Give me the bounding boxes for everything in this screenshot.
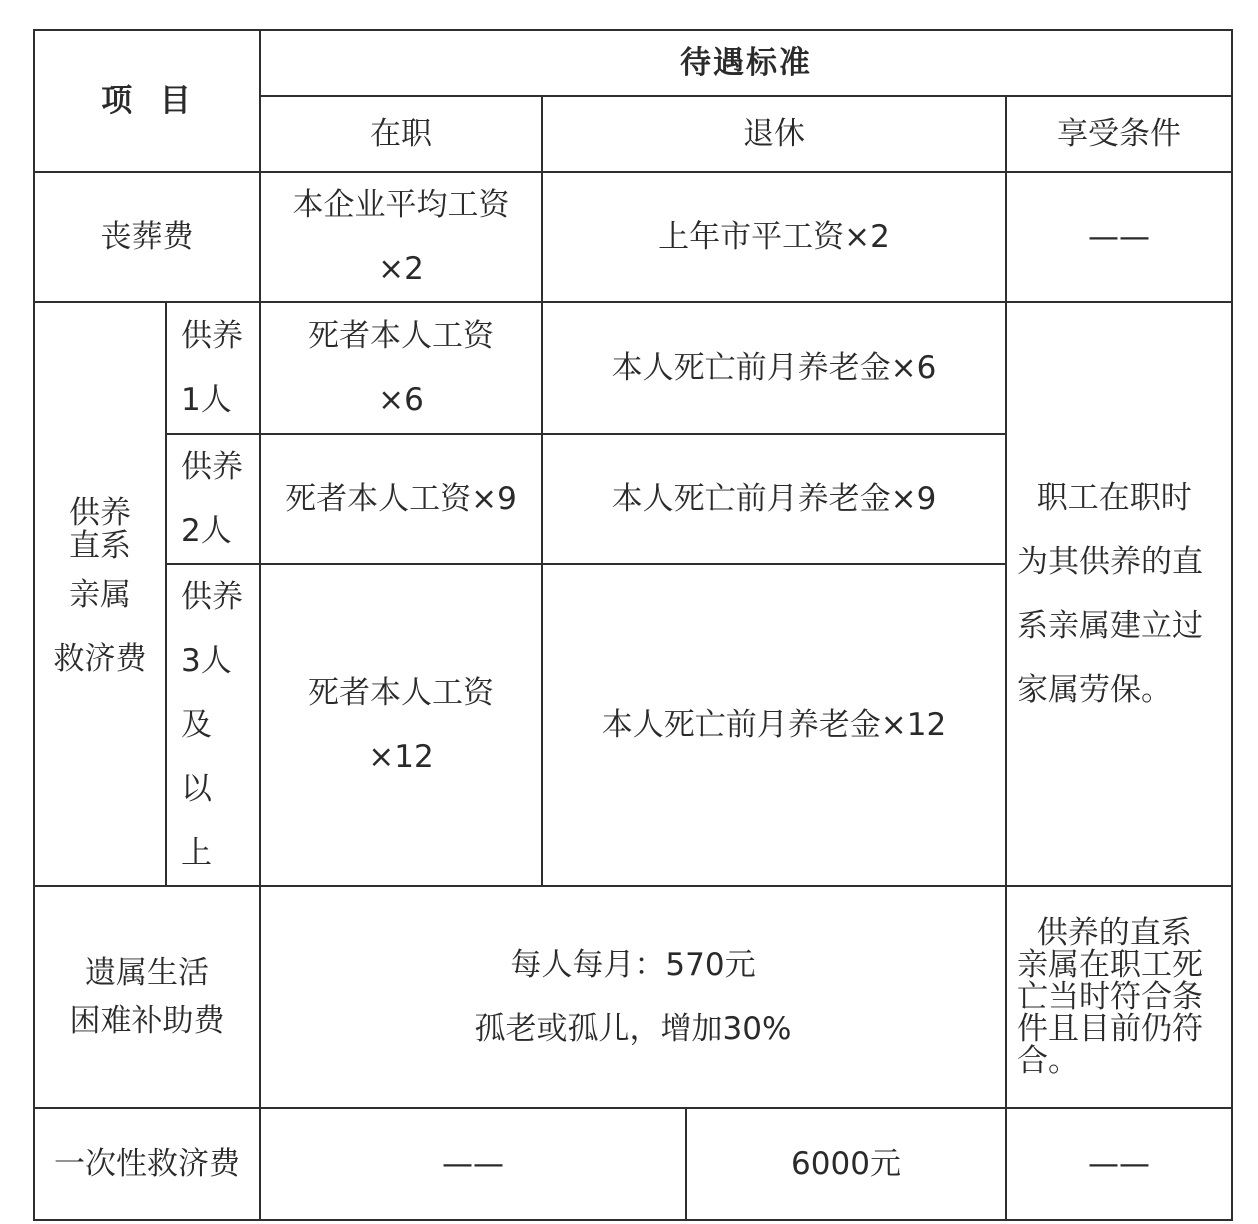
relief-condition-line1: 职工在职时 [1017,480,1192,516]
hardship-condition-line1: 供养的直系 [1017,915,1192,951]
relief-condition-line3: 系亲属建立过 [1017,608,1203,644]
relief-sub1-retired: 本人死亡前月养老金×6 [542,302,1006,434]
hardship-condition-line2: 亲属在职工死 [1017,947,1203,983]
header-item: 项 目 [34,30,260,172]
relief-sub3-in-service [260,564,542,886]
funeral-row [34,172,1232,302]
hardship-value-line2: 孤老或孤儿，增加30% [474,1011,792,1047]
relief-sub3-line2: 3人 [181,643,232,679]
hardship-condition-line4: 件且目前仍符 [1017,1011,1203,1047]
lump-sum-condition: —— [1006,1108,1232,1220]
relief-sub1-in-service-line2: ×6 [378,382,424,418]
relief-sub2-in-service: 死者本人工资×9 [260,434,542,564]
relief-label-line3: 亲属 [69,577,131,613]
hardship-row [34,886,1232,1108]
relief-label-line1: 供养 [69,495,131,531]
relief-sub1-line1: 供养 [181,318,243,354]
relief-row-1 [34,302,1232,434]
relief-condition-line2: 为其供养的直 [1017,544,1203,580]
benefits-table [33,29,1233,1221]
hardship-label-line1: 遗属生活 [85,955,209,991]
header-condition: 享受条件 [1006,96,1232,172]
relief-condition-line4: 家属劳保。 [1017,672,1172,708]
funeral-in-service-line1: 本企业平均工资 [292,187,510,223]
hardship-condition-line3: 亡当时符合条 [1017,979,1203,1015]
hardship-value-line1: 每人每月：570元 [510,947,756,983]
hardship-label-line2: 困难补助费 [69,1003,225,1039]
hardship-condition-line5: 合。 [1017,1043,1079,1079]
lump-sum-in-service: —— [260,1108,686,1220]
hardship-condition [1006,886,1232,1108]
relief-sub1-in-service-line1: 死者本人工资 [308,318,494,354]
benefits-table-container [33,29,1233,1221]
relief-condition [1006,302,1232,886]
funeral-label: 丧葬费 [34,172,260,302]
hardship-label [34,886,260,1108]
relief-sub3-label [166,564,260,886]
relief-sub2-line2: 2人 [181,513,232,549]
funeral-in-service-line2: ×2 [378,251,424,287]
lump-sum-label: 一次性救济费 [34,1108,260,1220]
lump-sum-retired: 6000元 [686,1108,1006,1220]
relief-sub3-retired: 本人死亡前月养老金×12 [542,564,1006,886]
relief-sub1-line2: 1人 [181,382,232,418]
header-retired: 退休 [542,96,1006,172]
funeral-in-service [260,172,542,302]
relief-label-line2: 直系 [69,528,131,564]
lump-sum-row [34,1108,1232,1220]
relief-sub3-in-service-line2: ×12 [368,739,434,775]
relief-sub3-line5: 上 [181,835,212,871]
funeral-condition: —— [1006,172,1232,302]
relief-label-line4: 救济费 [53,641,147,677]
relief-sub1-in-service [260,302,542,434]
relief-sub3-line3: 及 [181,707,212,743]
relief-sub1-label [166,302,260,434]
funeral-retired: 上年市平工资×2 [542,172,1006,302]
header-standard: 待遇标准 [260,30,1232,96]
relief-sub2-label [166,434,260,564]
header-in-service: 在职 [260,96,542,172]
relief-label [34,302,166,886]
relief-sub2-line1: 供养 [181,449,243,485]
relief-sub3-line4: 以 [181,771,212,807]
relief-sub3-line1: 供养 [181,579,243,615]
hardship-value [260,886,1006,1108]
header-row-1 [34,30,1232,96]
relief-sub2-retired: 本人死亡前月养老金×9 [542,434,1006,564]
relief-sub3-in-service-line1: 死者本人工资 [308,675,494,711]
